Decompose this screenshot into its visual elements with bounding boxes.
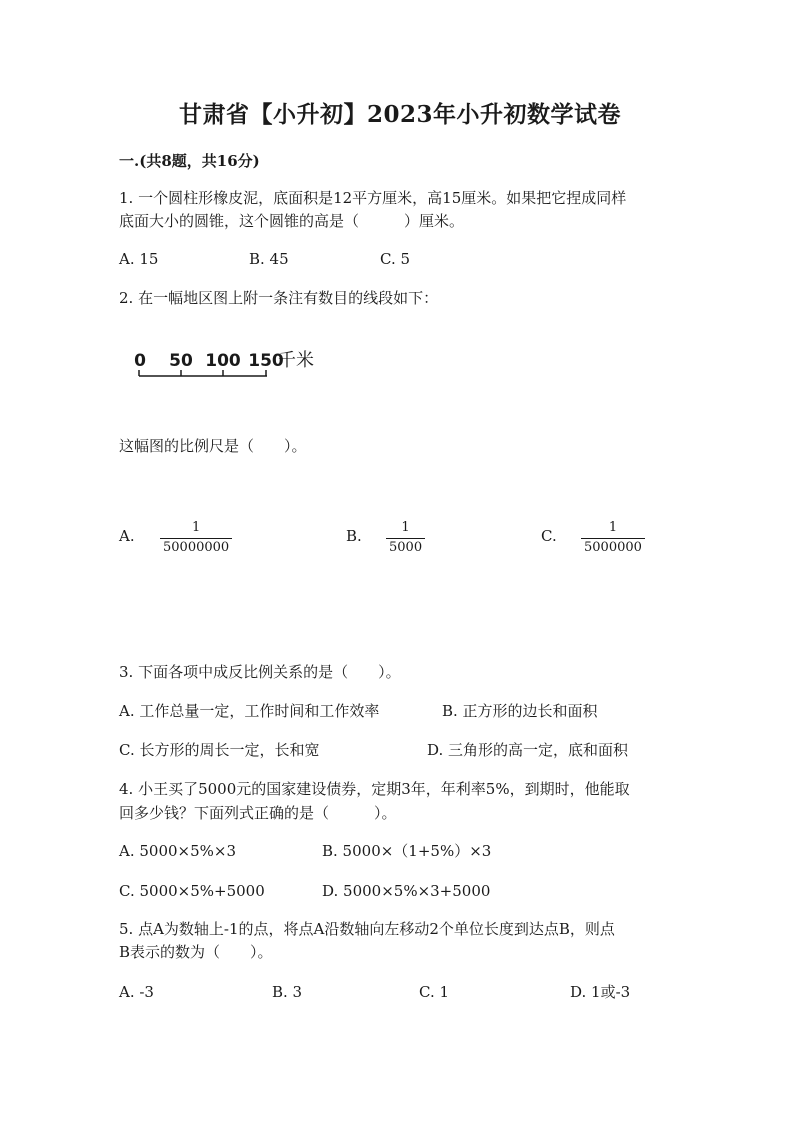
q2-option-c-fraction (581, 520, 645, 556)
scale-label-50: 50 (169, 351, 193, 371)
q5-option-d: D. 1或-3 (570, 983, 631, 1001)
section-heading: 一.(共8题，共16分) (119, 152, 260, 170)
q1-text-line1: 1. 一个圆柱形橡皮泥，底面积是12平方厘米，高15厘米。如果把它捏成同样 (119, 189, 627, 207)
fraction-numerator: 1 (608, 520, 618, 535)
fraction-numerator: 1 (191, 520, 201, 535)
q5-text-line1: 5. 点A为数轴上-1的点，将点A沿数轴向左移动2个单位长度到达点B，则点 (119, 920, 615, 938)
q3-option-a: A. 工作总量一定，工作时间和工作效率 (119, 702, 380, 720)
q2-option-a-label: A. (119, 527, 135, 545)
q4-text-line1: 4. 小王买了5000元的国家建设债券，定期3年，年利率5%，到期时，他能取 (119, 780, 630, 798)
q1-option-c: C. 5 (380, 250, 411, 268)
q3-option-b: B. 正方形的边长和面积 (442, 702, 598, 720)
q2-option-a-fraction (160, 520, 232, 556)
fraction-denominator: 50000000 (160, 538, 232, 556)
q4-text-line2: 回多少钱？下面列式正确的是（ ）。 (119, 804, 397, 822)
fraction-denominator: 5000 (386, 538, 425, 556)
q3-option-d: D. 三角形的高一定，底和面积 (427, 741, 629, 759)
q2-option-b-label: B. (346, 527, 362, 545)
q1-text-line2: 底面大小的圆锥，这个圆锥的高是（ ）厘米。 (119, 212, 465, 230)
scale-label-100: 100 (205, 351, 241, 371)
q2-option-c-label: C. (541, 527, 557, 545)
page-title: 甘肃省【小升初】2023年小升初数学试卷 (178, 101, 621, 128)
q5-option-a: A. -3 (119, 983, 154, 1001)
q4-option-b: B. 5000×（1+5%）×3 (322, 842, 492, 860)
q2-text-line2: 这幅图的比例尺是（ ）。 (119, 437, 307, 455)
q3-text-line1: 3. 下面各项中成反比例关系的是（ ）。 (119, 663, 401, 681)
q2-option-b-fraction (386, 520, 425, 556)
q5-option-b: B. 3 (272, 983, 303, 1001)
scale-label-0: 0 (134, 351, 146, 371)
q4-option-c: C. 5000×5%+5000 (119, 882, 265, 900)
scale-label-150: 150 (248, 351, 284, 371)
fraction-numerator: 1 (401, 520, 410, 535)
fraction-denominator: 5000000 (581, 538, 645, 556)
q1-option-a: A. 15 (119, 250, 159, 268)
q3-option-c: C. 长方形的周长一定，长和宽 (119, 741, 320, 759)
q1-option-b: B. 45 (249, 250, 289, 268)
q5-option-c: C. 1 (419, 983, 450, 1001)
q4-option-a: A. 5000×5%×3 (119, 842, 237, 860)
scale-bar-diagram (125, 342, 335, 382)
q5-text-line2: B表示的数为（ ）。 (119, 943, 273, 961)
scale-unit: 千米 (278, 350, 314, 371)
q2-text-line1: 2. 在一幅地区图上附一条注有数目的线段如下： (119, 289, 439, 307)
q4-option-d: D. 5000×5%×3+5000 (322, 882, 491, 900)
